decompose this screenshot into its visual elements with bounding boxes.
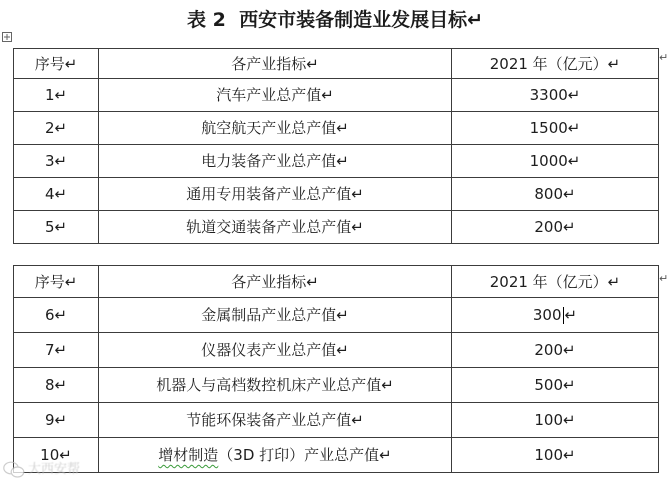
table-move-handle-icon bbox=[2, 32, 12, 42]
header-value: 2021 年（亿元）↵ bbox=[452, 49, 659, 79]
cell-no: 5↵ bbox=[14, 211, 99, 244]
cell-value: 100↵ bbox=[452, 438, 659, 473]
paragraph-mark: ↵ bbox=[564, 306, 578, 324]
cell-no: 1↵ bbox=[14, 79, 99, 112]
table-row bbox=[14, 333, 659, 368]
header-indicator: 各产业指标↵ bbox=[99, 266, 452, 298]
cell-indicator-text: （3D 打印）产业总产值↵ bbox=[218, 446, 392, 464]
table-row bbox=[14, 298, 659, 333]
cell-no: 3↵ bbox=[14, 145, 99, 178]
cell-value: 1500↵ bbox=[452, 112, 659, 145]
table-row bbox=[14, 403, 659, 438]
table-row bbox=[14, 368, 659, 403]
cell-indicator: 金属制品产业总产值↵ bbox=[99, 298, 452, 333]
cell-indicator bbox=[99, 438, 452, 473]
table-caption: 表 2 西安市装备制造业发展目标↵ bbox=[187, 9, 483, 31]
cell-indicator: 仪器仪表产业总产值↵ bbox=[99, 333, 452, 368]
cell-value: 1000↵ bbox=[452, 145, 659, 178]
cell-value bbox=[452, 298, 659, 333]
cell-indicator: 通用专用装备产业总产值↵ bbox=[99, 178, 452, 211]
table-row bbox=[14, 145, 659, 178]
table-row bbox=[14, 438, 659, 473]
cell-value: 500↵ bbox=[452, 368, 659, 403]
cell-value: 100↵ bbox=[452, 403, 659, 438]
header-no: 序号↵ bbox=[14, 49, 99, 79]
targets-table-part-2 bbox=[13, 265, 659, 473]
cell-indicator: 汽车产业总产值↵ bbox=[99, 79, 452, 112]
cell-value: 200↵ bbox=[452, 333, 659, 368]
text-cursor bbox=[563, 307, 564, 324]
cell-indicator: 机器人与高档数控机床产业总产值↵ bbox=[99, 368, 452, 403]
cell-value-text: 300 bbox=[532, 306, 562, 324]
table-header-row bbox=[14, 266, 659, 298]
grammar-flagged-text: 增材制造 bbox=[158, 446, 219, 464]
targets-table-part-1 bbox=[13, 48, 659, 244]
header-value: 2021 年（亿元）↵ bbox=[452, 266, 659, 298]
cell-indicator: 航空航天产业总产值↵ bbox=[99, 112, 452, 145]
table-header-row bbox=[14, 49, 659, 79]
cell-no: 10↵ bbox=[14, 438, 99, 473]
cell-value: 3300↵ bbox=[452, 79, 659, 112]
table-row bbox=[14, 211, 659, 244]
header-no: 序号↵ bbox=[14, 266, 99, 298]
cell-no: 6↵ bbox=[14, 298, 99, 333]
cell-indicator: 电力装备产业总产值↵ bbox=[99, 145, 452, 178]
cell-indicator: 节能环保装备产业总产值↵ bbox=[99, 403, 452, 438]
cell-no: 7↵ bbox=[14, 333, 99, 368]
row-end-mark: ↵ bbox=[659, 51, 669, 64]
cell-no: 2↵ bbox=[14, 112, 99, 145]
wechat-icon bbox=[3, 461, 25, 479]
cell-no: 8↵ bbox=[14, 368, 99, 403]
table-row bbox=[14, 79, 659, 112]
cell-no: 9↵ bbox=[14, 403, 99, 438]
table-row bbox=[14, 112, 659, 145]
cell-value: 800↵ bbox=[452, 178, 659, 211]
cell-no: 4↵ bbox=[14, 178, 99, 211]
table-row bbox=[14, 178, 659, 211]
row-end-mark: ↵ bbox=[659, 272, 669, 285]
cell-value: 200↵ bbox=[452, 211, 659, 244]
watermark-text: 大西安帮 bbox=[28, 462, 81, 477]
header-indicator: 各产业指标↵ bbox=[99, 49, 452, 79]
cell-indicator: 轨道交通装备产业总产值↵ bbox=[99, 211, 452, 244]
